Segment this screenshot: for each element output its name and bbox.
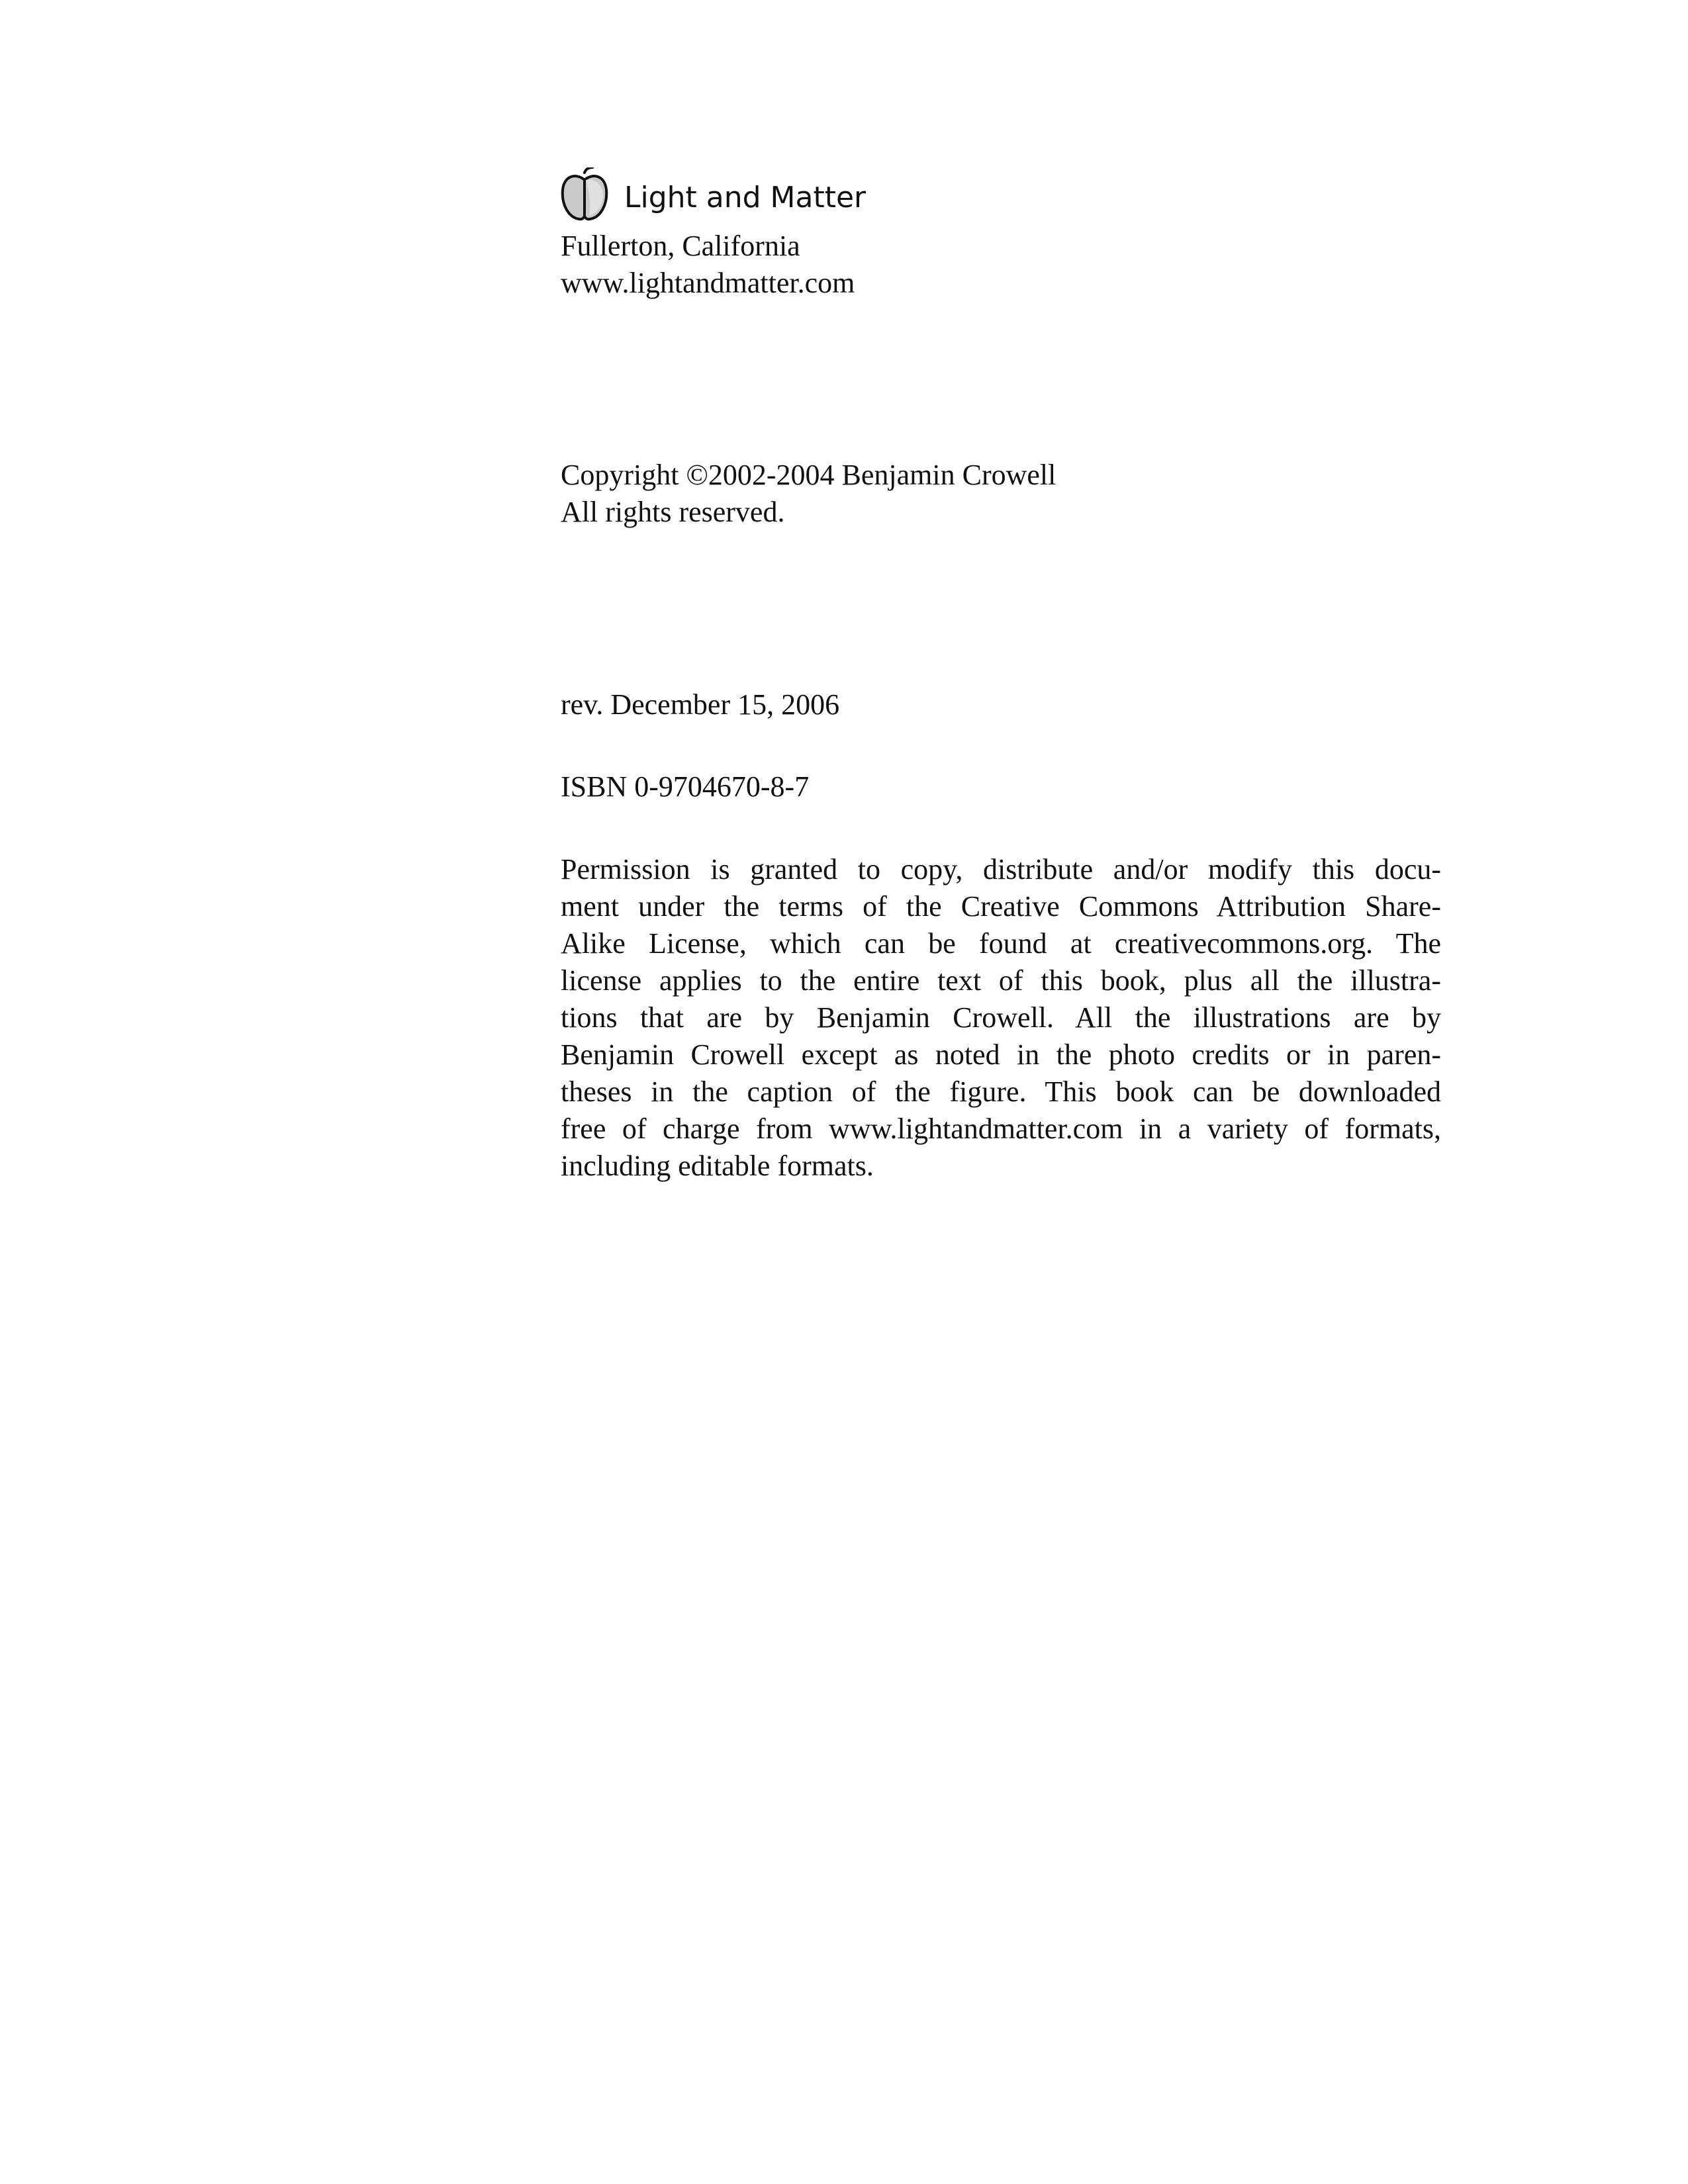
apple-logo-icon — [561, 167, 608, 223]
copyright-notice — [561, 457, 1441, 531]
license-permission-paragraph — [561, 851, 1441, 1185]
permission-line: license applies to the entire text of this book, plus all the illustra- — [561, 964, 1441, 997]
copyright-line: Copyright ©2002-2004 Benjamin Crowell — [561, 459, 1056, 491]
permission-line: Alike License, which can be found at creativecommons.org. The — [561, 927, 1441, 960]
permission-line: ment under the terms of the Creative Commons Attribution Share- — [561, 890, 1441, 923]
permission-line: theses in the caption of the figure. This book can be downloaded — [561, 1075, 1441, 1108]
rights-line: All rights reserved. — [561, 496, 785, 528]
permission-line: tions that are by Benjamin Crowell. All the illustrations are by — [561, 1001, 1441, 1034]
publisher-website: www.lightandmatter.com — [561, 267, 855, 299]
isbn-number: ISBN 0-9704670-8-7 — [561, 770, 810, 803]
permission-line: including editable formats. — [561, 1150, 874, 1182]
permission-line: Permission is granted to copy, distribute and/or modify this docu- — [561, 853, 1441, 886]
publisher-location: Fullerton, California — [561, 230, 800, 262]
publisher-address — [561, 228, 1441, 302]
publisher-name: Light and Matter — [624, 181, 867, 214]
revision-date: rev. December 15, 2006 — [561, 688, 840, 721]
permission-line: Benjamin Crowell except as noted in the photo credits or in paren- — [561, 1038, 1441, 1071]
permission-line: free of charge from www.lightandmatter.com in a variety of formats, — [561, 1113, 1441, 1145]
publisher-header — [561, 165, 1441, 225]
